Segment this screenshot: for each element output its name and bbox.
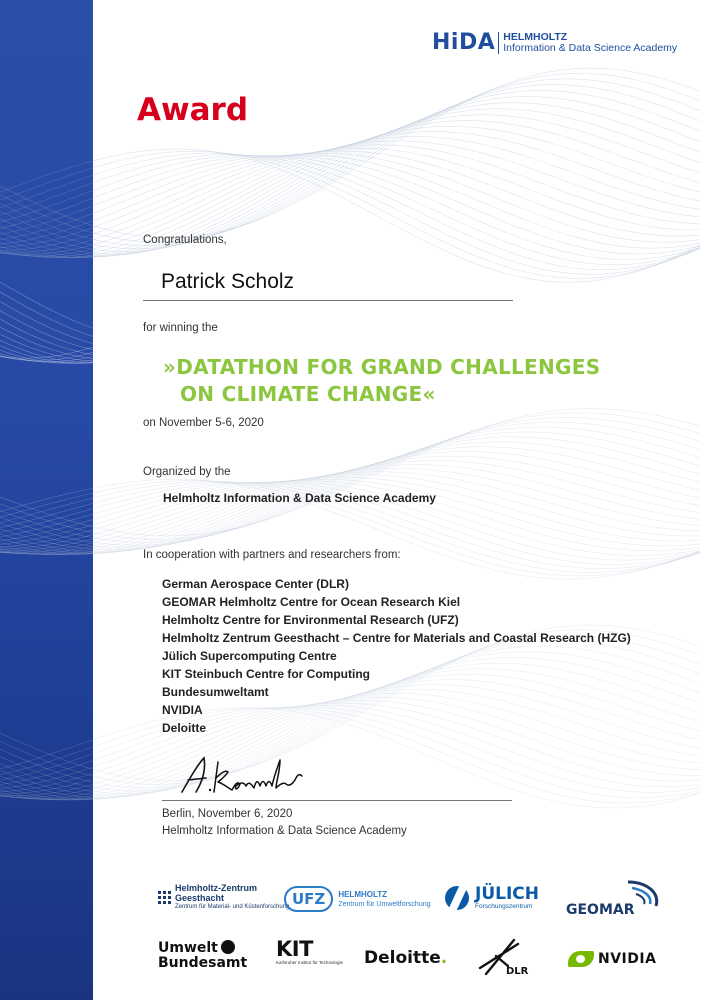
nvidia-logo-text: NVIDIA [598, 951, 657, 967]
event-title-line2: ON CLIMATE CHANGE« [180, 382, 436, 406]
wave-line [0, 155, 700, 264]
partner-item: Bundesumweltamt [162, 685, 269, 699]
julich-logo-sub: Forschungszentrum [475, 903, 533, 910]
julich-mark-icon [445, 886, 469, 910]
wave-line [0, 121, 700, 258]
uba-logo-line1: Umwelt [158, 940, 218, 956]
julich-logo [445, 885, 539, 911]
congratulations-label: Congratulations, [143, 234, 227, 246]
ufz-logo-line1: HELMHOLTZ [338, 889, 388, 899]
hzg-logo-line3: Zentrum für Material- und Küstenforschung [175, 904, 290, 910]
hida-logo-separator [498, 32, 499, 54]
hzg-logo-line1: Helmholtz-Zentrum [175, 883, 257, 893]
cooperation-label: In cooperation with partners and researchers from: [143, 549, 401, 561]
award-title: Award [137, 92, 249, 128]
signature-block [162, 806, 407, 840]
ufz-logo-mark: UFZ [284, 886, 333, 912]
wave-line [0, 156, 700, 254]
deloitte-logo-text: Deloitte [364, 948, 441, 968]
geomar-swoosh-icon [566, 878, 666, 922]
dlr-logo-text: DLR [506, 966, 529, 977]
kit-logo-sub: Karlsruher Institut für Technologie [276, 960, 343, 965]
nvidia-logo [568, 951, 656, 967]
ufz-logo-line2: Zentrum für Umweltforschung [338, 900, 431, 908]
hzg-dots-icon [158, 891, 171, 904]
signature-place-date: Berlin, November 6, 2020 [162, 808, 293, 820]
wave-line [0, 109, 700, 257]
hida-logo-text [503, 32, 677, 54]
hida-logo-line1: HELMHOLTZ [503, 31, 568, 43]
partner-item: KIT Steinbuch Centre for Computing [162, 667, 370, 681]
julich-logo-name: JÜLICH [475, 884, 539, 904]
deloitte-logo-dot: . [440, 948, 448, 968]
partner-item: Helmholtz Zentrum Geesthacht – Centre for Materials and Coastal Research (HZG) [162, 631, 631, 645]
deloitte-logo [364, 948, 447, 968]
hida-logo-line2: Information & Data Science Academy [503, 42, 678, 54]
partner-item: Helmholtz Centre for Environmental Research (UFZ) [162, 613, 459, 627]
organized-label: Organized by the [143, 466, 231, 478]
signature-organization: Helmholtz Information & Data Science Academy [162, 825, 407, 837]
hzg-logo [158, 883, 289, 911]
handwritten-signature [176, 752, 306, 796]
wave-line [0, 409, 700, 536]
recipient-name: Patrick Scholz [161, 270, 295, 293]
kit-logo [276, 938, 343, 966]
partner-item: Jülich Supercomputing Centre [162, 649, 337, 663]
uba-logo [158, 940, 247, 971]
signature-line [162, 800, 512, 801]
wave-line [0, 155, 700, 270]
event-title [163, 354, 600, 408]
wave-line [0, 197, 700, 363]
hzg-logo-line2: Geesthacht [175, 893, 225, 903]
partner-item: NVIDIA [162, 703, 203, 717]
uba-logo-line2: Bundesamt [158, 955, 248, 971]
event-date: on November 5-6, 2020 [143, 417, 264, 429]
event-title-line1: »DATATHON FOR GRAND CHALLENGES [163, 355, 601, 379]
winning-label: for winning the [143, 322, 218, 334]
partner-item: Deloitte [162, 721, 207, 735]
partner-item: German Aerospace Center (DLR) [162, 577, 349, 591]
kit-logo-text: KIT [276, 937, 313, 961]
name-underline [143, 300, 513, 301]
hida-logo-mark: HiDA [432, 30, 496, 55]
hida-logo [432, 32, 677, 54]
wave-line [0, 203, 700, 363]
partner-item: GEOMAR Helmholtz Centre for Ocean Research Kiel [162, 595, 461, 609]
nvidia-eye-icon [568, 951, 594, 967]
wave-line [0, 479, 700, 547]
ufz-logo [284, 886, 431, 912]
geomar-logo [566, 878, 635, 918]
organizer-name: Helmholtz Information & Data Science Academy [163, 491, 436, 505]
partner-list [162, 575, 631, 737]
wave-line [0, 145, 700, 253]
uba-emblem-icon [221, 940, 235, 954]
geomar-logo-text: GEOMAR [566, 902, 635, 918]
